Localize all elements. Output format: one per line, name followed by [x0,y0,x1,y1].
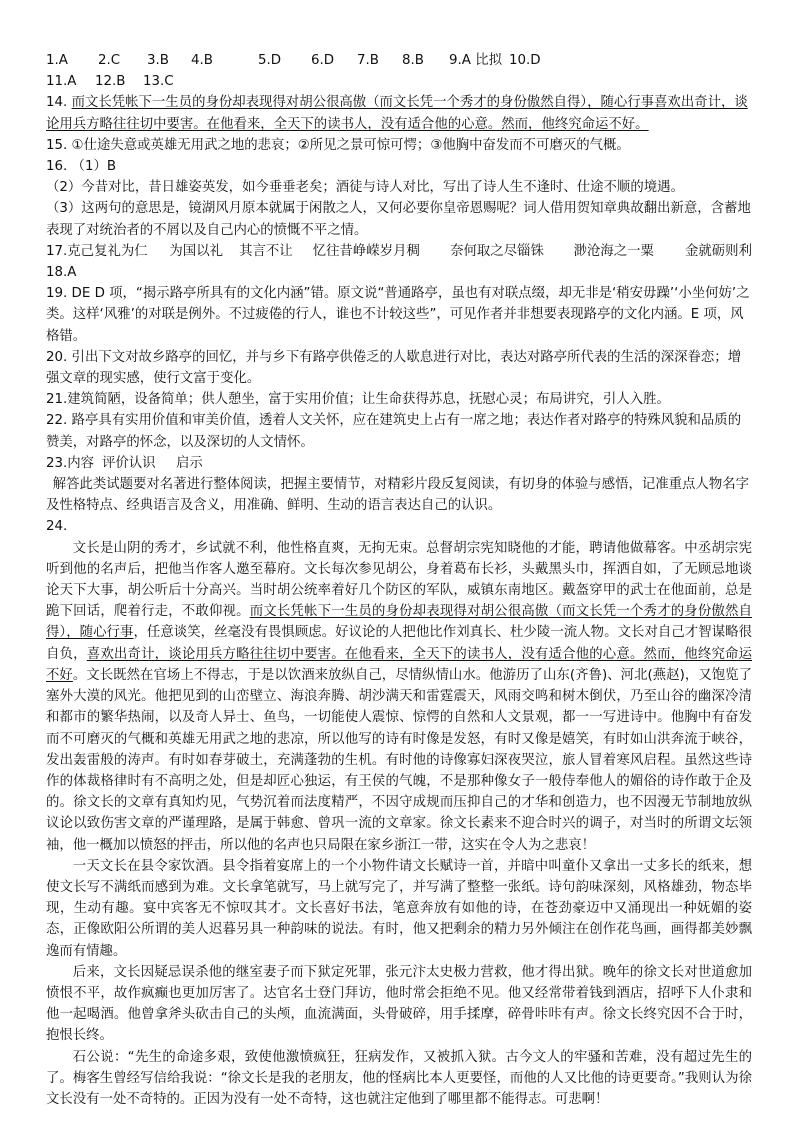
answer-22: 22. 路亭具有实用价值和审美价值，透着人文关怀，应在建筑史上占有一席之地；表达作者对路亭的特殊风貌和品质的赞美，对路亭的怀念，以及深切的人文情怀。 [46,413,742,450]
answer-item: 10.D [509,53,541,68]
answer-item: 7.B [357,53,379,68]
answer-16-part-3: （3）这两句的意思是，镜湖风月原本就属于闲散之人，又何必要你皇帝恩赐呢？词人借用贺知章典故翻出新意，含蓄地表现了对统治者的不屑以及自己内心的愤慨不平之情。 [46,201,751,238]
answer-14-underlined-2: 喜欢出奇计，谈论用兵方略往往切中要害。在他看来，全天下的读书人，没有适合他的心意。然而，他终究命运不好。 [46,95,748,132]
translation-paragraph-2: 一天文长在县令家饮酒。县令指着宴席上的一个小物件请文长赋诗一首，并暗中叫童仆又拿出一丈多长的纸来，想使文长写不满纸而感到为难。文长拿笔就写，马上就写完了，并写满了整整一张纸。诗句韵味深刻，风格雄劲，物态毕现，生动有趣。宴中宾客无不惊叹其才。文长喜好书法，笔意奔放有如他的诗，在苍劲豪迈中又涌现出一种妩媚的姿态，正像欧阳公所谓的美人迟暮另具一种韵味的说法。有时，他又把剩余的精力另外倾注在创作花鸟画，画得都美妙飘逸而有情趣。 [46,858,752,959]
answer-19: 19. DE D 项，“揭示路亭所具有的文化内涵”错。原文说“普通路亭，虽也有对联点缀，却无非是‘稍安毋躁’‘小坐何妨’之类。这样‘风雅’的对联是例外。不过疲倦的行人，谁也不计较这些”，可见作者并非想要表现路亭的文化内涵。E 项，风格错。 [46,286,750,344]
answer-24-number: 24. [46,519,68,535]
answer-21: 21.建筑简陋，设备简单；供人憩坐，富于实用价值；让生命获得苏息，抚慰心灵；布局讲究，引人入胜。 [46,392,670,408]
translation-underlined-1: 而文长凭帐下一生员的身份却表现得对胡公很高傲（而文长凭一个秀才的身份傲然自得），随心行事 [46,604,753,641]
answer-23-item: 启示 [176,455,203,471]
answer-14-number: 14. [46,95,72,111]
answer-item: 13.C [143,74,174,90]
answer-item: 9.A 比拟 [449,53,502,68]
translation-paragraph-4: 石公说：“先生的命途多艰，致使他激愤疯狂，狂病发作，又被抓入狱。古今文人的牢骚和苦难，没有超过先生的了。梅客生曾经写信给我说：“徐文长是我的老朋友，他的怪病比本人更要怪，而他的人又比他的诗更要奇。”我则认为徐文长没有一处不奇特的。正因为没有一处不奇特，这也就注定他到了哪里都不能得志。可悲啊！ [46,1049,752,1107]
translation-text: 文长是山阴的秀才，乡试就不利，他性格直爽，无拘无束。总督胡宗宪知晓他的才能，聘请他做幕客。中丞胡宗宪听到他的名声后，把他当作客人邀至幕府。文长每次参见胡公，身着葛布长衫，头戴黑头巾，挥洒自如，了无顾忌地谈论天下大事，胡公听后十分高兴。当时胡公统率着好几个防区的军队，威镇东南地区。戴盔穿甲的武士在他面前，总是跪下回话，爬着行走，不敢仰视。 [46,540,752,620]
answer-16-head: 16. （1）B [46,159,117,175]
answer-item: 1.A [46,53,68,68]
answer-item: 6.D [311,53,335,68]
answer-15: 15. ①仕途失意或英雄无用武之地的悲哀；②所见之景可惊可愕；③他胸中奋发而不可磨灭的气概。 [46,137,630,153]
answer-14-underlined-1: 而文长凭帐下一生员的身份却表现得对胡公很高傲（而文长凭一个秀才的身份傲然自得），随心行事 [71,95,655,111]
answer-23-item: 评价认识 [102,455,156,471]
answer-item: 3.B [147,53,169,68]
answer-item: 11.A [46,74,77,90]
answers-row-2 [46,71,752,92]
answer-17-item: 其言不让 [239,243,293,259]
answer-17-item: 奈何取之尽锱铢 [450,243,544,259]
answer-item: 4.B [191,53,213,68]
answer-item: 8.B [402,53,424,68]
answer-23-items [46,453,752,474]
translation-text: ，任意谈笑，丝毫没有畏惧顾虑。好议论的人把他比作刘真长、杜少陵一流人物。文长对自己才智谋略很自负， [46,625,752,662]
translation-paragraph-3: 后来，文长因疑忌误杀他的继室妻子而下狱定死罪，张元汴太史极力营救，他才得出狱。晚年的徐文长对世道愈加愤恨不平，故作疯癫也更加厉害了。达官名士登门拜访，他时常会拒绝不见。他又经常带着钱到酒店，招呼下人仆隶和他一起喝酒。他曾拿斧头砍击自己的头颅，血流满面，头骨破碎，用手揉摩，碎骨咔咔有声。徐文长终究因不合于时，抱恨长终。 [46,964,752,1044]
answer-17 [46,241,752,262]
answer-23-item: 23.内容 [46,455,95,471]
translation-paragraph-1 [46,538,752,856]
answer-17-item: 忆往昔峥嵘岁月稠 [312,243,420,259]
answer-24-translation [46,538,752,1110]
answer-item: 12.B [95,74,126,90]
answer-16-part-2: （2）今昔对比，昔日雄姿英发，如今垂垂老矣；酒徒与诗人对比，写出了诗人生不逢时、仕途不顺的境遇。 [46,180,684,196]
answer-14 [46,92,752,134]
answer-17-item: 17.克己复礼为仁 [46,243,148,259]
answer-23-text: 解答此类试题要对名著进行整体阅读，把握主要情节，对精彩片段反复阅读，有切身的体验与感悟，记准重点人物名字及性格特点、经典语言及含义，用准确、鲜明、生动的语言表达自己的认识。 [46,477,749,514]
translation-text: 。文长既然在官场上不得志，于是以饮酒来放纵自己，尽情纵情山水。他游历了山东(齐鲁)、河北(燕赵)，又饱览了塞外大漠的风光。他把见到的山峦壁立、海浪奔腾、胡沙满天和雷霆震天，风雨交鸣和树木倒伏，乃至山谷的幽深冷清和都市的繁华热闹，以及奇人异士、鱼鸟，一切能使人震惊、惊愕的自然和人文景观，都一一写进诗中。他胸中有奋发而不可磨灭的气概和英雄无用武之地的悲凉，所以他写的诗有时像是发怒，有时又像是嬉笑，有时如山洪奔流于峡谷，发出轰雷般的涛声。有时如春芽破土，充满蓬勃的生机。有时他的诗像寡妇深夜哭泣，旅人冒着寒风启程。虽然这些诗作的体裁格律时有不高明之处，但是却匠心独运，有王侯的气魄，不是那种像女子一般侍奉他人的媚俗的诗作敢于企及的。徐文长的文章有真知灼见，气势沉着而法度精严，不因守成规而压抑自己的才华和创造力，也不因漫无节制地放纵议论以致伤害文章的严谨理路，是属于韩愈、曾巩一流的文章家。徐文长素来不迎合时兴的调子，对当时的所谓文坛领袖，他一概加以愤怒的抨击，所以他的名声也只局限在家乡浙江一带，这实在令人为之悲哀！ [46,667,753,853]
translation-underlined-2: 喜欢出奇计，谈论用兵方略往往切中要害。在他看来，全天下的读书人，没有适合他的心意。然而，他终究命运不好 [46,646,753,683]
answer-item: 2.C [98,53,121,68]
answer-17-item: 金就砺则利 [685,243,752,259]
answer-18: 18.A [46,265,77,281]
answers-row-1 [46,50,752,71]
answer-17-item: 渺沧海之一粟 [573,243,654,259]
answer-item: 5.D [258,53,282,68]
answer-17-item: 为国以礼 [169,243,223,259]
answer-20: 20. 引出下文对故乡路亭的回忆，并与乡下有路亭供倦乏的人歇息进行对比，表达对路亭所代表的生活的深深眷恋；增强文章的现实感，使行文富于变化。 [46,349,742,387]
